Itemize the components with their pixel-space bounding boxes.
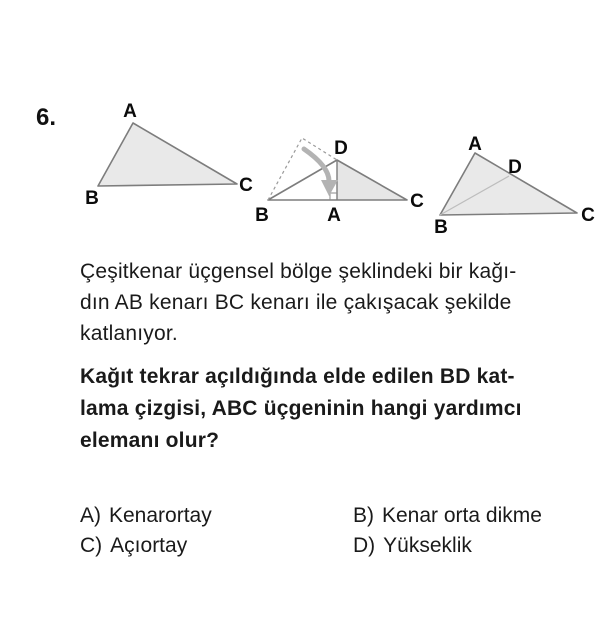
vertex-label-d: D bbox=[334, 138, 348, 159]
vertex-label-c: C bbox=[410, 191, 424, 212]
statement-line: Çeşitkenar üçgensel bölge şeklindeki bir kağı- bbox=[80, 260, 517, 283]
option-text: Açıortay bbox=[110, 534, 188, 557]
statement-line: katlanıyor. bbox=[80, 322, 178, 345]
vertex-label-b: B bbox=[85, 188, 99, 209]
options-row bbox=[80, 501, 580, 531]
option-letter: D) bbox=[353, 534, 376, 557]
option-b[interactable] bbox=[353, 501, 542, 531]
question-number: 6. bbox=[36, 104, 57, 131]
option-c[interactable] bbox=[80, 531, 353, 561]
figure-unfolded-triangle bbox=[434, 134, 595, 238]
vertex-label-c: C bbox=[239, 175, 253, 196]
vertex-label-b: B bbox=[255, 205, 269, 226]
statement-line: dın AB kenarı BC kenarı ile çakışacak şekilde bbox=[80, 291, 512, 314]
option-text: Yükseklik bbox=[383, 534, 472, 557]
answer-options bbox=[80, 501, 580, 561]
vertex-label-c: C bbox=[581, 205, 595, 226]
fold-arrow-head-icon bbox=[321, 180, 338, 196]
option-d[interactable] bbox=[353, 531, 472, 561]
option-text: Kenarortay bbox=[109, 504, 212, 527]
vertex-label-a: A bbox=[468, 134, 482, 155]
option-letter: C) bbox=[80, 534, 103, 557]
option-text: Kenar orta dikme bbox=[382, 504, 542, 527]
vertex-label-b: B bbox=[434, 217, 448, 238]
option-letter: A) bbox=[80, 504, 101, 527]
question-statement bbox=[80, 256, 566, 349]
options-row bbox=[80, 531, 580, 561]
figure-original-triangle bbox=[85, 101, 253, 209]
option-a[interactable] bbox=[80, 501, 353, 531]
right-angle-mark bbox=[330, 193, 337, 200]
triangle-shape bbox=[98, 123, 237, 186]
prompt-line: elemanı olur? bbox=[80, 429, 220, 452]
option-letter: B) bbox=[353, 504, 374, 527]
question-prompt bbox=[80, 361, 566, 457]
prompt-line: lama çizgisi, ABC üçgeninin hangi yardımcı bbox=[80, 397, 522, 420]
figure-folded-triangle bbox=[255, 138, 424, 226]
vertex-label-d: D bbox=[508, 157, 522, 178]
vertex-label-a: A bbox=[123, 101, 137, 122]
vertex-label-a: A bbox=[327, 205, 341, 226]
triangle-figures bbox=[0, 0, 613, 250]
prompt-line: Kağıt tekrar açıldığında elde edilen BD kat- bbox=[80, 365, 515, 388]
